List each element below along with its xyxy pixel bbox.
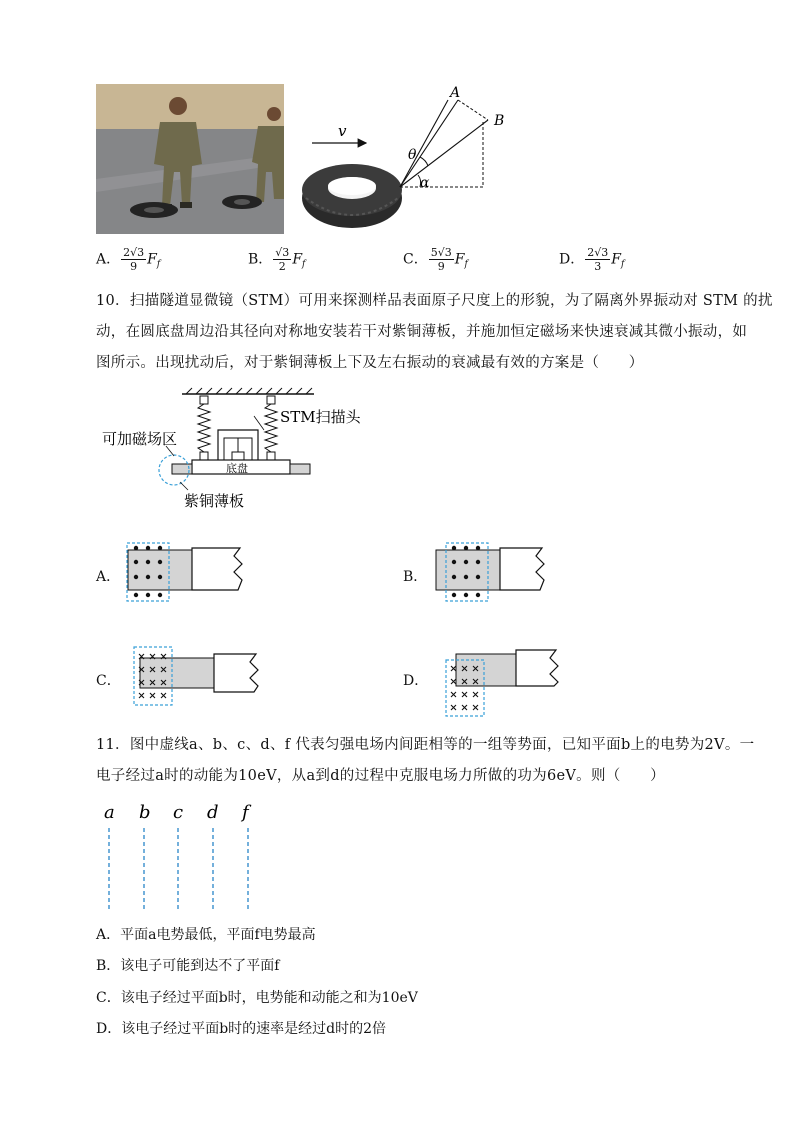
fraction-numerator: 2√3 bbox=[587, 246, 609, 259]
copper-plate bbox=[128, 550, 194, 590]
q11-stem bbox=[96, 730, 755, 792]
q10-option-d-figure[interactable] bbox=[442, 644, 566, 720]
right-copper-plate bbox=[290, 464, 310, 474]
fraction bbox=[585, 246, 610, 273]
stm-diagram bbox=[96, 386, 386, 516]
plane-label-c: c bbox=[173, 802, 184, 823]
q11-option-d[interactable]: D．该电子经过平面b时的速率是经过d时的2倍 bbox=[96, 1021, 387, 1037]
plane-label-a: a bbox=[104, 802, 115, 823]
option-letter: C． bbox=[403, 251, 428, 268]
base-end bbox=[516, 650, 558, 686]
q10-option-b-label[interactable]: B． bbox=[403, 569, 428, 585]
q9-option-b[interactable] bbox=[248, 246, 305, 273]
label-magnetic-zone: 可加磁场区 bbox=[102, 430, 178, 448]
rope-line-a bbox=[400, 100, 458, 187]
force-subscript: f bbox=[464, 259, 468, 270]
fraction-denominator: 9 bbox=[130, 260, 138, 273]
right-spring-icon bbox=[265, 396, 277, 460]
base-end bbox=[192, 548, 242, 590]
alpha-label: α bbox=[420, 175, 430, 191]
q10-option-c-figure[interactable] bbox=[130, 644, 264, 710]
q10-line-1: 10．扫描隧道显微镜（STM）可用来探测样品表面原子尺度上的形貌，为了隔离外界振动对 STM 的扰 bbox=[96, 293, 773, 309]
force-symbol: F bbox=[147, 251, 157, 268]
soldier-tire-photo bbox=[96, 84, 284, 234]
option-letter: B． bbox=[248, 251, 273, 268]
q11-option-b[interactable]: B．该电子可能到达不了平面f bbox=[96, 958, 280, 974]
fraction-denominator: 9 bbox=[437, 260, 445, 273]
option-letter: D． bbox=[559, 251, 585, 268]
q10-option-b-figure[interactable] bbox=[432, 540, 556, 606]
point-a-label: A bbox=[450, 85, 461, 101]
plane-label-b: b bbox=[139, 802, 151, 823]
velocity-label: v bbox=[338, 122, 347, 140]
fraction bbox=[121, 246, 146, 273]
force-subscript: f bbox=[302, 259, 306, 270]
tire-icon bbox=[302, 164, 402, 228]
q9-option-c[interactable] bbox=[403, 246, 468, 273]
q11-line-2: 电子经过a时的动能为10eV，从a到d的过程中克服电场力所做的功为6eV。则（ ） bbox=[96, 768, 665, 784]
left-spring-icon bbox=[198, 396, 210, 460]
ab-dashed bbox=[458, 100, 488, 120]
q10-option-c-label[interactable]: C． bbox=[96, 673, 121, 689]
label-base: 底盘 bbox=[226, 462, 248, 475]
force-subscript: f bbox=[620, 259, 625, 270]
fraction-numerator: √3 bbox=[275, 246, 290, 259]
q10-option-a-figure[interactable] bbox=[124, 540, 248, 606]
force-symbol: F bbox=[611, 251, 621, 268]
label-copper-plate: 紫铜薄板 bbox=[184, 492, 245, 510]
q10-option-d-label[interactable]: D． bbox=[403, 673, 429, 689]
tire-force-diagram bbox=[296, 80, 526, 230]
equipotential-lines bbox=[109, 828, 248, 912]
q11-option-c[interactable]: C．该电子经过平面b时，电势能和动能之和为10eV bbox=[96, 990, 418, 1006]
point-b-label: B bbox=[494, 113, 505, 129]
fraction-denominator: 3 bbox=[594, 260, 602, 273]
photo-illustration bbox=[96, 84, 284, 234]
force-subscript: f bbox=[156, 259, 161, 270]
force-symbol: F bbox=[454, 251, 465, 268]
force-symbol: F bbox=[292, 251, 303, 268]
q10-stem bbox=[96, 286, 773, 379]
q11-option-a[interactable]: A．平面a电势最低，平面f电势最高 bbox=[96, 927, 316, 943]
fraction-numerator: 2√3 bbox=[123, 246, 145, 259]
q11-line-1: 11．图中虚线a、b、c、d、f 代表匀强电场内间距相等的一组等势面，已知平面b上的电势为2V。一 bbox=[96, 737, 755, 753]
theta-arc bbox=[420, 157, 428, 166]
q10-line-3: 图所示。出现扰动后，对于紫铜薄板上下及左右振动的衰减最有效的方案是（ ） bbox=[96, 355, 644, 371]
q10-line-2: 动，在圆底盘周边沿其径向对称地安装若干对紫铜薄板，并施加恒定磁场来快速衰减其微小振动，如 bbox=[96, 324, 748, 340]
q9-option-d[interactable] bbox=[559, 246, 624, 273]
q9-option-a[interactable] bbox=[96, 246, 160, 273]
theta-label: θ bbox=[408, 147, 417, 163]
fraction-numerator: 5√3 bbox=[430, 246, 452, 259]
equipotential-planes-diagram bbox=[96, 796, 276, 914]
ceiling-hatch bbox=[186, 388, 312, 394]
base-end bbox=[500, 548, 544, 590]
fraction bbox=[429, 246, 454, 273]
rope-line-a2 bbox=[400, 100, 448, 187]
fraction-denominator: 2 bbox=[278, 260, 286, 273]
plane-label-f: f bbox=[242, 802, 249, 823]
option-letter: A． bbox=[96, 251, 121, 268]
plane-label-d: d bbox=[207, 802, 219, 823]
label-stm-head: STM扫描头 bbox=[280, 408, 361, 426]
q10-option-a-label[interactable]: A． bbox=[96, 569, 121, 585]
base-end bbox=[214, 654, 258, 692]
fraction bbox=[273, 246, 291, 273]
